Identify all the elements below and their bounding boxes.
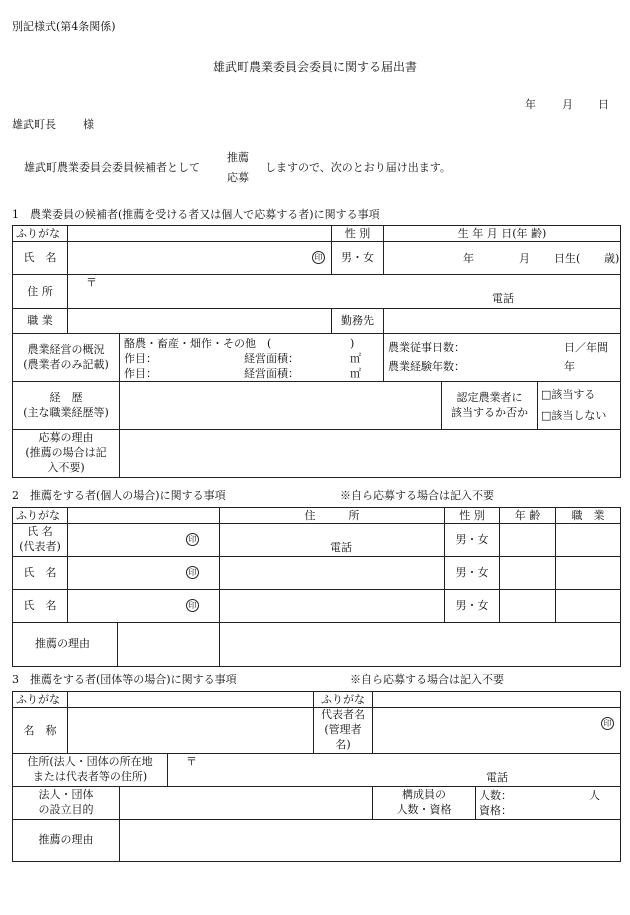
section3-heading: 3 推薦をする者(団体等の場合)に関する事項: [12, 673, 237, 686]
farming-days-unit: 日／年間: [564, 341, 608, 354]
recommendation-reason-label-cell: [13, 623, 220, 667]
qualification-label: 資格：: [479, 803, 513, 817]
career-field[interactable]: [120, 382, 442, 430]
area-unit-2: ㎡: [350, 367, 361, 380]
establishment-purpose-line1: 法人・団体: [38, 787, 94, 801]
page-title: 雄武町農業委員会委員に関する届出書: [212, 60, 417, 74]
farm-overview-title: 農業経営の概況: [27, 342, 105, 356]
application-reason-label: [13, 430, 120, 478]
career-note: (主な職業経歴等): [23, 405, 109, 419]
organization-name-field[interactable]: [68, 708, 314, 754]
option-not-applicable[interactable]: □該当しない: [541, 408, 607, 422]
application-reason-line2: (推薦の場合は記: [25, 446, 107, 460]
recommender-address-field-2[interactable]: [220, 557, 445, 590]
establishment-purpose-label: [13, 786, 120, 819]
birthdate-field[interactable]: [384, 242, 621, 275]
members-line2: 人数・資格: [396, 802, 452, 816]
addressee-honorific: 様: [83, 118, 94, 131]
member-count-unit: 人: [589, 788, 601, 802]
establishment-purpose-field[interactable]: [120, 786, 373, 819]
workplace-label: 勤務先: [332, 309, 384, 334]
farming-years-unit: 年: [564, 360, 575, 373]
intro-option-recommend: 推薦: [227, 151, 249, 164]
name-rep-line1: 氏 名: [27, 525, 53, 539]
name-rep-label: [13, 524, 68, 557]
name-label: 氏 名: [13, 557, 68, 590]
name-rep-line2: (代表者): [19, 540, 61, 553]
section2-note: ※自ら応募する場合は記入不要: [340, 489, 494, 502]
farm-overview-field[interactable]: [120, 334, 384, 382]
org-recommendation-reason-field[interactable]: [120, 819, 621, 861]
organization-address-field[interactable]: [168, 753, 621, 786]
member-count-label: 人数：: [479, 788, 513, 802]
postal-mark: 〒: [86, 276, 97, 289]
birth-day-label: 日生(: [554, 252, 581, 265]
area-unit-1: ㎡: [350, 352, 361, 365]
date-day: 日: [598, 98, 609, 111]
recommender-address-field-3[interactable]: [220, 590, 445, 623]
date-month: 月: [562, 98, 573, 111]
org-recommendation-reason-label: 推薦の理由: [13, 819, 120, 861]
workplace-field[interactable]: [384, 309, 621, 334]
rep-name-line1: 代表者名: [321, 708, 366, 721]
farm-overview-label: [13, 334, 120, 382]
crop-label-1: 作目：: [124, 352, 157, 365]
gender-options[interactable]: 男・女: [445, 524, 500, 557]
area-label-1: 経営面積：: [244, 352, 299, 365]
rep-name-label: [314, 708, 373, 754]
farm-types: 酪農・畜産・畑作・その他 (: [124, 337, 272, 350]
seal-mark: 印: [601, 717, 614, 730]
furigana-label: ふりがな: [13, 692, 68, 708]
career-title: 経 歴: [49, 390, 83, 404]
candidate-address-field[interactable]: [68, 275, 621, 309]
occupation-field-3[interactable]: [556, 590, 621, 623]
candidate-table: [12, 225, 621, 478]
candidate-name-field[interactable]: [68, 242, 332, 275]
members-field[interactable]: [476, 786, 621, 819]
age-field-2[interactable]: [500, 557, 556, 590]
birth-age-label: 歳): [604, 252, 620, 265]
certified-farmer-line2: 該当するか否か: [451, 405, 528, 419]
occupation-field-2[interactable]: [556, 557, 621, 590]
name-label: 氏 名: [13, 242, 68, 275]
recommendation-reason-field[interactable]: [220, 623, 621, 667]
birth-year-label: 年: [463, 252, 474, 265]
occupation-field[interactable]: [68, 309, 332, 334]
recommendation-reason-label: 推薦の理由: [35, 637, 90, 650]
certified-farmer-line1: 認定農業者に: [456, 390, 523, 404]
rep-furigana-label: ふりがな: [314, 692, 373, 708]
phone-label: 電話: [486, 770, 508, 784]
certified-farmer-label: [442, 382, 538, 430]
form-number-label: 別記様式(第4条関係): [12, 20, 116, 33]
area-label-2: 経営面積：: [244, 367, 299, 380]
organization-furigana-field[interactable]: [68, 692, 314, 708]
occupation-header: 職 業: [556, 508, 621, 524]
recommender-organization-table: [12, 691, 621, 862]
section2-heading: 2 推薦をする者(個人の場合)に関する事項: [12, 489, 226, 502]
members-line1: 構成員の: [402, 787, 447, 801]
recommender-name-field-3[interactable]: [68, 590, 220, 623]
option-applicable[interactable]: □該当する: [541, 387, 596, 401]
address-label: 住 所: [13, 275, 68, 309]
farming-days-label: 農業従事日数：: [388, 341, 465, 354]
gender-options[interactable]: 男・女: [332, 242, 384, 275]
application-reason-field[interactable]: [120, 430, 621, 478]
gender-header: 性 別: [445, 508, 500, 524]
members-label: [373, 786, 476, 819]
phone-label: 電話: [492, 292, 514, 305]
addressee-name: 雄武町長: [12, 118, 56, 131]
intro-option-apply: 応募: [227, 171, 249, 184]
recommender-name-field-1[interactable]: [68, 524, 220, 557]
name-label: 氏 名: [13, 590, 68, 623]
section1-heading: 1 農業委員の候補者(推薦を受ける者又は個人で応募する者)に関する事項: [12, 208, 380, 221]
intro-prefix: 雄武町農業委員会委員候補者として: [24, 161, 200, 174]
seal-mark: 印: [312, 251, 325, 264]
age-field-1[interactable]: [500, 524, 556, 557]
gender-options[interactable]: 男・女: [445, 557, 500, 590]
establishment-purpose-line2: の設立目的: [38, 802, 94, 816]
certified-farmer-options: [538, 382, 621, 430]
crop-label-2: 作目：: [124, 367, 157, 380]
seal-mark: 印: [186, 599, 199, 612]
intro-suffix: しますので、次のとおり届け出ます。: [265, 161, 451, 174]
rep-name-field[interactable]: [373, 708, 621, 754]
recommender-furigana-field[interactable]: [68, 508, 220, 524]
occupation-field-1[interactable]: [556, 524, 621, 557]
candidate-furigana-field[interactable]: [68, 226, 332, 242]
address-header: 住 所: [220, 508, 445, 524]
farm-overview-note: (農業者のみ記載): [23, 357, 109, 371]
gender-options[interactable]: 男・女: [445, 590, 500, 623]
farming-years-label: 農業経験年数：: [388, 360, 465, 373]
phone-label: 電話: [330, 541, 352, 554]
gender-header: 性 別: [332, 226, 384, 242]
divider: [117, 623, 118, 667]
age-header: 年 齢: [500, 508, 556, 524]
organization-address-label: [13, 753, 168, 786]
postal-mark: 〒: [186, 754, 197, 768]
farm-experience-field[interactable]: [384, 334, 621, 382]
application-reason-line3: 入不要): [47, 460, 85, 474]
furigana-label: ふりがな: [13, 508, 68, 524]
seal-mark: 印: [186, 566, 199, 579]
recommender-address-field-1[interactable]: [220, 524, 445, 557]
application-reason-line1: 応募の理由: [38, 431, 94, 445]
farm-types-close: ): [350, 337, 355, 350]
organization-address-line2: または代表者等の住所): [32, 769, 148, 783]
birth-month-label: 月: [519, 252, 530, 265]
seal-mark: 印: [186, 533, 199, 546]
rep-furigana-field[interactable]: [373, 692, 621, 708]
birth-header: 生 年 月 日(年 齢): [384, 226, 621, 242]
date-year: 年: [525, 98, 536, 111]
rep-name-line2: (管理者名): [324, 722, 362, 751]
career-label: [13, 382, 120, 430]
section3-note: ※自ら応募する場合は記入不要: [350, 673, 504, 686]
age-field-3[interactable]: [500, 590, 556, 623]
organization-address-line1: 住所(法人・団体の所在地: [27, 754, 153, 768]
organization-name-label: 名 称: [13, 708, 68, 754]
occupation-label: 職 業: [13, 309, 68, 334]
furigana-label: ふりがな: [13, 226, 68, 242]
recommender-individual-table: [12, 507, 621, 667]
recommender-name-field-2[interactable]: [68, 557, 220, 590]
